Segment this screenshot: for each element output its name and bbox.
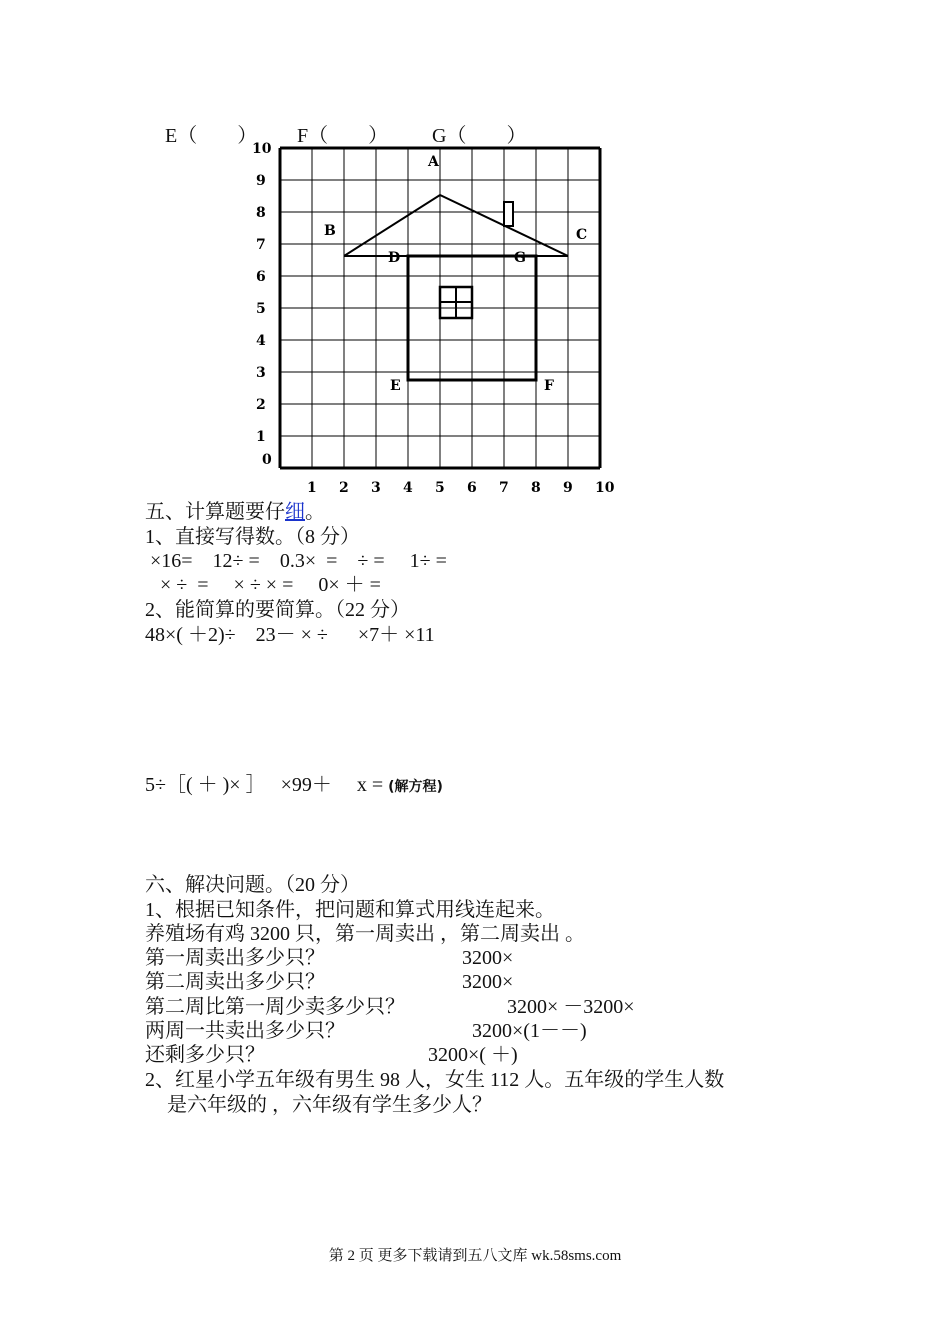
x-tick-label: 5 <box>435 480 445 496</box>
formula-1: 3200× <box>462 947 514 969</box>
point-label-e: E <box>390 378 401 394</box>
point-labels <box>324 154 587 394</box>
x-axis-ticks <box>262 452 615 496</box>
section5-q2-line2-text: 5÷［( ＋ )× ］ ×99＋ x = <box>145 774 389 796</box>
section5-q2-line1: 48×( ＋2)÷ 23－ × ÷ ×7＋ ×11 <box>145 624 435 646</box>
y-tick-label: 4 <box>256 333 266 349</box>
x-tick-label: 6 <box>467 480 477 496</box>
question-5: 还剩多少只？ <box>145 1044 265 1066</box>
x-tick-label: 1 <box>307 480 317 496</box>
formula-2: 3200× <box>462 971 514 993</box>
x-tick-label: 0 <box>262 452 272 468</box>
section5-q2-title: 2、能简算的要简算。（22 分） <box>145 599 410 621</box>
y-tick-label: 7 <box>256 237 266 253</box>
question-1: 第一周卖出多少只？ <box>145 947 325 969</box>
y-tick-label: 5 <box>256 301 266 317</box>
section6-q2-line2: 是六年级的 ，六年级有学生多少人？ <box>167 1094 492 1116</box>
point-label-g: G <box>514 250 526 266</box>
x-tick-label: 10 <box>595 480 615 496</box>
equation-note: (解方程) <box>388 779 443 795</box>
section6-heading: 六、解决问题。（20 分） <box>145 874 360 896</box>
x-tick-label: 3 <box>371 480 381 496</box>
x-tick-label: 2 <box>339 480 349 496</box>
x-tick-label: 9 <box>563 480 573 496</box>
section5-q1-title: 1、直接写得数。（8 分） <box>145 526 360 548</box>
section5-heading-suffix: 。 <box>305 501 325 523</box>
x-tick-label: 8 <box>531 480 541 496</box>
section5-heading <box>145 500 325 524</box>
y-tick-label: 8 <box>256 205 266 221</box>
point-label-d: D <box>388 250 401 266</box>
section5-heading-text: 五、计算题要仔 <box>145 501 285 523</box>
point-label-f: F <box>544 378 554 394</box>
x-tick-label: 7 <box>499 480 509 496</box>
blank-e: E（ ） <box>165 125 258 147</box>
point-label-c: C <box>576 227 588 243</box>
y-tick-label: 1 <box>256 429 266 445</box>
section5-heading-link[interactable]: 细 <box>285 501 305 523</box>
x-tick-label: 4 <box>403 480 413 496</box>
formula-3: 3200× －3200× <box>507 996 635 1018</box>
formula-5: 3200×( ＋) <box>428 1044 518 1066</box>
y-tick-label: 10 <box>252 141 272 157</box>
point-label-a: A <box>428 154 439 170</box>
y-tick-label: 6 <box>256 269 266 285</box>
question-2: 第二周卖出多少只？ <box>145 971 325 993</box>
blank-f: F（ ） <box>297 125 389 147</box>
roof-line <box>344 195 568 256</box>
section6-q2-line1: 2、红星小学五年级有男生 98 人，女生 112 人。五年级的学生人数 <box>145 1069 725 1091</box>
section6-q1-context: 养殖场有鸡 3200 只，第一周卖出 ，第二周卖出 。 <box>145 923 585 945</box>
chimney <box>504 202 513 226</box>
section6-q1-title: 1、根据已知条件，把问题和算式用线连起来。 <box>145 899 555 921</box>
y-tick-label: 9 <box>256 173 266 189</box>
point-label-b: B <box>324 223 336 239</box>
page-footer: 第 2 页 更多下载请到五八文库 wk.58sms.com <box>328 1248 622 1264</box>
section5-q2-line2 <box>145 773 443 799</box>
y-tick-label: 3 <box>256 365 266 381</box>
y-tick-label: 2 <box>256 397 266 413</box>
y-axis-ticks <box>252 141 272 445</box>
house-figure <box>344 195 568 380</box>
question-3: 第二周比第一周少卖多少只？ <box>145 996 405 1018</box>
section5-q1-line2: × ÷ = × ÷ × = 0× ＋ = <box>145 574 381 596</box>
section5-q1-line1: ×16= 12÷ = 0.3× = ÷ = 1÷ = <box>145 550 447 572</box>
coordinate-grid <box>240 141 630 500</box>
blank-g: G（ ） <box>432 125 527 147</box>
question-4: 两周一共卖出多少只？ <box>145 1020 345 1042</box>
formula-4: 3200×(1－－) <box>472 1020 587 1042</box>
